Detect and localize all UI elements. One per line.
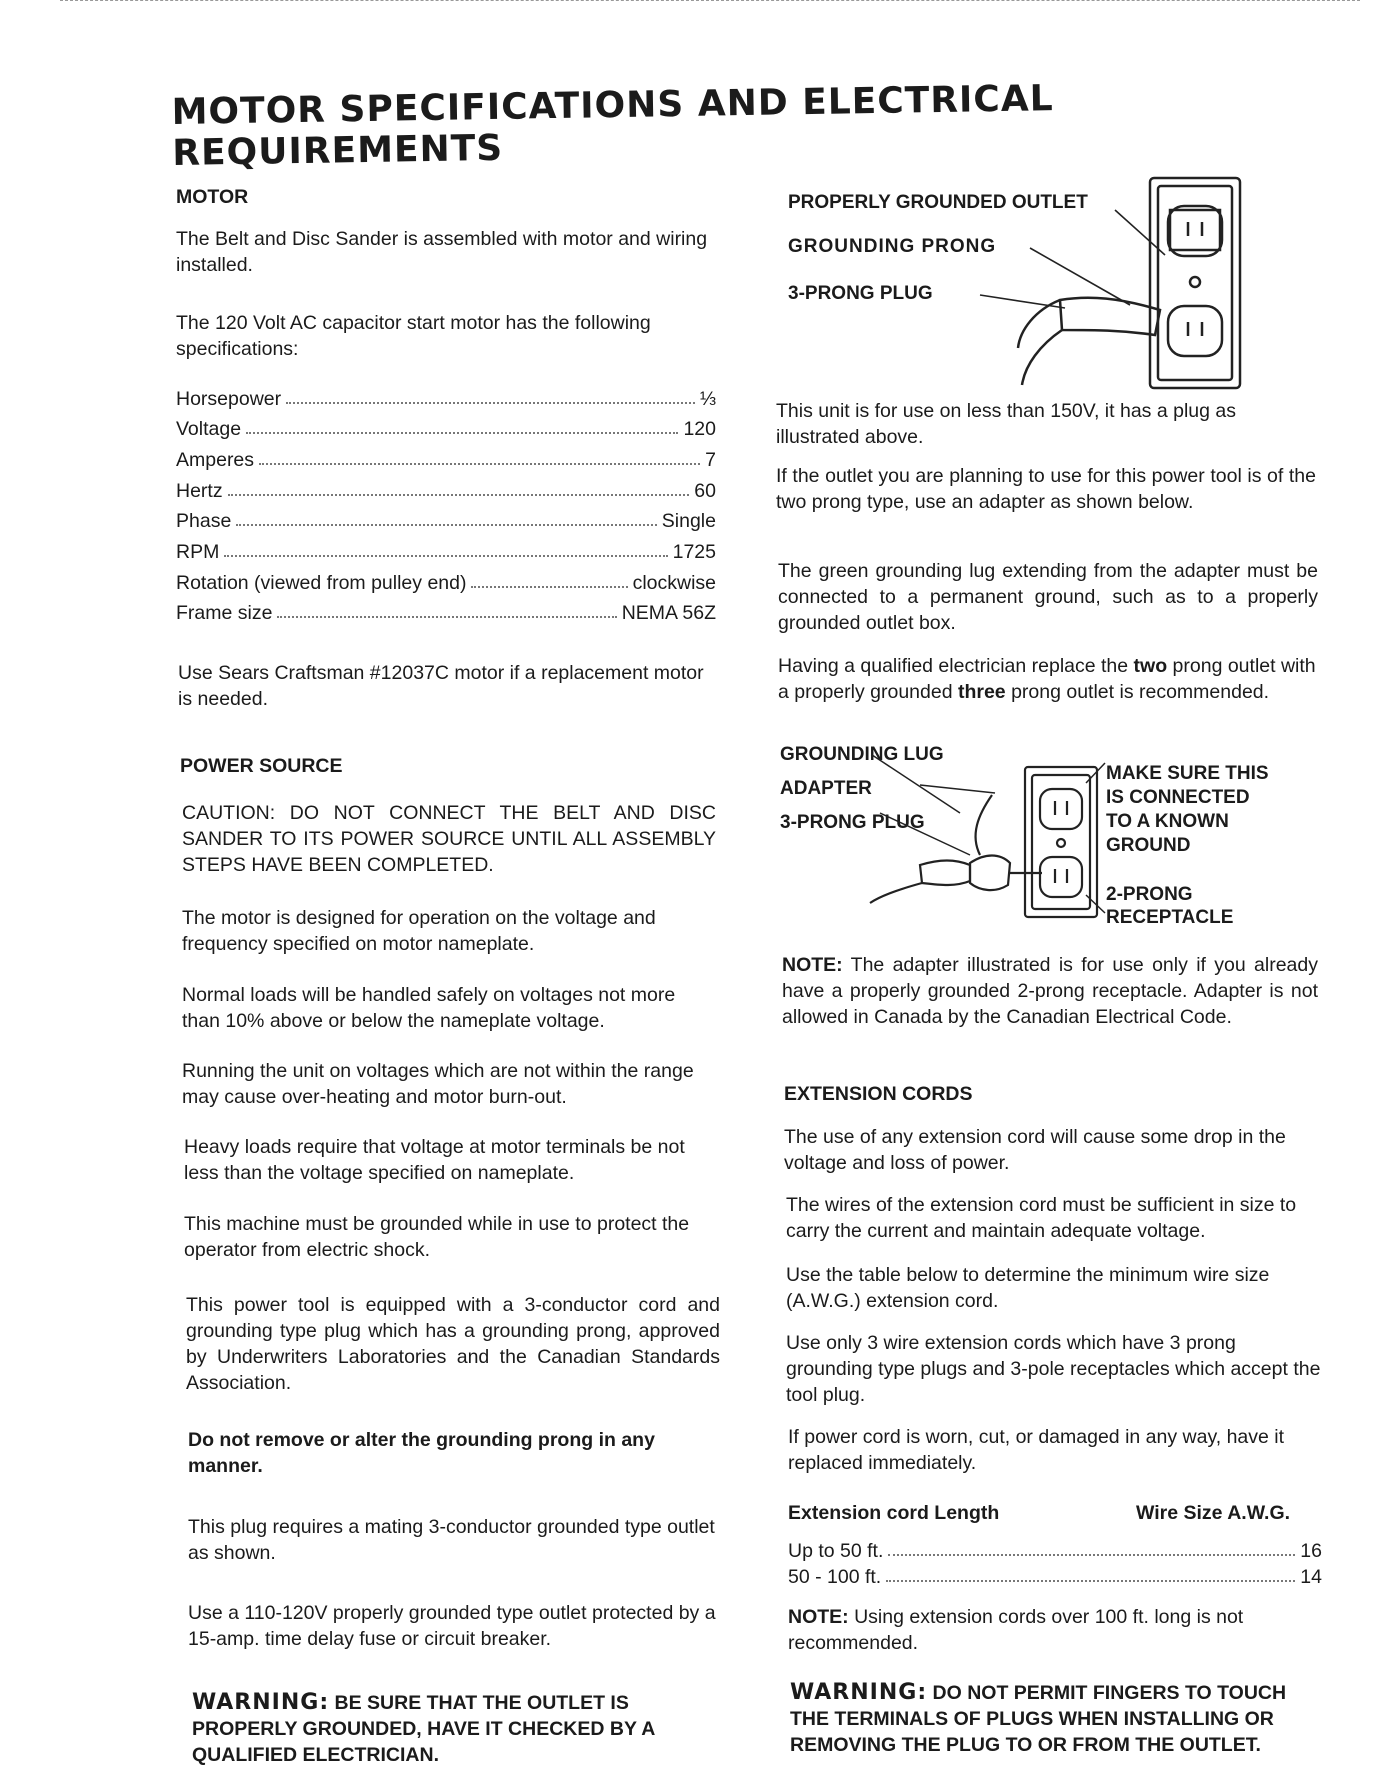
voltage-range-note: Running the unit on voltages which are not within the range may cause over-heating and motor burn-out. [182, 1060, 694, 1108]
two-prong-note: If the outlet you are planning to use for this power tool is of the two prong type, use an adapter as shown below. [776, 465, 1316, 513]
power-source-heading: POWER SOURCE [180, 755, 343, 777]
fig2-label-2prong: 2-PRONG [1106, 884, 1193, 905]
fig1-label-outlet: PROPERLY GROUNDED OUTLET [788, 192, 1088, 213]
fig2-label-lug: GROUNDING LUG [780, 744, 944, 765]
spec-row-rpm: RPM 1725 [176, 541, 716, 563]
heavy-loads-note: Heavy loads require that voltage at motor terminals be not less than the voltage specified on nameplate. [184, 1136, 685, 1184]
grounding-prong-warning: Do not remove or alter the grounding prong in any manner. [188, 1429, 655, 1477]
left-warning [192, 1690, 726, 1768]
page-title: MOTOR SPECIFICATIONS AND ELECTRICAL REQUIREMENTS [171, 78, 1054, 174]
table-instructions: Use the table below to determine the minimum wire size (A.W.G.) extension cord. [786, 1264, 1270, 1312]
right-warning-text: DO NOT PERMIT FINGERS TO TOUCH THE TERMINALS OF PLUGS WHEN INSTALLING OR REMOVING THE PLUG TO OR FROM THE OUTLET. [790, 1682, 1287, 1756]
grounding-note: This machine must be grounded while in use to protect the operator from electric shock. [184, 1213, 690, 1261]
motor-heading: MOTOR [176, 186, 249, 208]
table-row: Up to 50 ft. 16 [788, 1540, 1322, 1562]
fig2-label-ground: GROUND [1106, 835, 1191, 856]
adapter-note: NOTE: The adapter illustrated is for use only if you already have a properly grounded 2-prong receptacle. Adapter is not allowed in Canada by the Canadian Electrical Code. [782, 954, 1318, 1028]
wire-size-note: The wires of the extension cord must be sufficient in size to carry the current and maintain adequate voltage. [786, 1194, 1297, 1242]
table-row: 50 - 100 ft. 14 [788, 1566, 1322, 1588]
fig2-label-make-sure: MAKE SURE THIS [1106, 763, 1269, 784]
left-warning-text: BE SURE THAT THE OUTLET IS PROPERLY GROUNDED, HAVE IT CHECKED BY A QUALIFIED ELECTRICIAN. [192, 1692, 655, 1766]
fuse-note: Use a 110-120V properly grounded type outlet protected by a 15-amp. time delay fuse or circuit breaker. [188, 1602, 716, 1650]
fig1-label-prong: GROUNDING PRONG [788, 236, 997, 257]
fig2-label-known: TO A KNOWN [1106, 811, 1229, 832]
adapter-diagram [860, 755, 1110, 925]
extension-cords-heading: EXTENSION CORDS [784, 1083, 973, 1105]
spec-row-rotation: Rotation (viewed from pulley end) clockwise [176, 572, 716, 594]
fig2-label-connected: IS CONNECTED [1106, 787, 1250, 808]
normal-loads-note: Normal loads will be handled safely on voltages not more than 10% above or below the nameplate voltage. [182, 984, 676, 1032]
electrician-note: Having a qualified electrician replace the two prong outlet with a properly grounded three prong outlet is recommended. [778, 655, 1316, 703]
fig2-label-plug: 3-PRONG PLUG [780, 812, 925, 833]
table-header-size: Wire Size A.W.G. [1136, 1502, 1291, 1524]
long-cord-note: NOTE: Using extension cords over 100 ft. long is not recommended. [788, 1606, 1244, 1654]
motor-voltage-note: The motor is designed for operation on the voltage and frequency specified on motor nameplate. [182, 907, 656, 955]
damaged-cord-note: If power cord is worn, cut, or damaged in any way, have it replaced immediately. [788, 1426, 1285, 1474]
fig1-label-plug: 3-PRONG PLUG [788, 283, 933, 304]
mating-outlet-note: This plug requires a mating 3-conductor grounded type outlet as shown. [188, 1516, 715, 1564]
grounding-lug-note: The green grounding lug extending from the adapter must be connected to a permanent ground, such as to a properly grounded outlet box. [778, 560, 1318, 634]
fig2-label-adapter: ADAPTER [780, 778, 872, 799]
voltage-drop-note: The use of any extension cord will cause some drop in the voltage and loss of power. [784, 1126, 1286, 1174]
three-wire-note: Use only 3 wire extension cords which have 3 prong grounding type plugs and 3-pole receptacles which accept the tool plug. [786, 1332, 1321, 1406]
motor-intro: The Belt and Disc Sander is assembled with motor and wiring installed. [176, 228, 708, 276]
table-header-length: Extension cord Length [788, 1502, 1000, 1524]
cord-plug-note: This power tool is equipped with a 3-conductor cord and grounding type plug which has a grounding prong, approved by Underwriters Laboratories and the Canadian Standards Association. [186, 1294, 720, 1394]
spec-row-amperes: Amperes 7 [176, 449, 716, 471]
spec-row-hertz: Hertz 60 [176, 480, 716, 502]
fig2-label-receptacle: RECEPTACLE [1106, 907, 1234, 928]
left-warning-label: WARNING: [192, 1690, 330, 1715]
spec-row-voltage: Voltage 120 [176, 418, 716, 440]
caution-text: CAUTION: DO NOT CONNECT THE BELT AND DISC SANDER TO ITS POWER SOURCE UNTIL ALL ASSEMBLY STEPS HAVE BEEN COMPLETED. [182, 802, 716, 876]
unit-voltage-note: This unit is for use on less than 150V, it has a plug as illustrated above. [776, 400, 1236, 448]
spec-row-phase: Phase Single [176, 510, 716, 532]
scan-top-line [60, 0, 1360, 3]
right-warning [790, 1680, 1326, 1758]
replacement-motor-note: Use Sears Craftsman #12037C motor if a replacement motor is needed. [178, 662, 704, 710]
spec-row-horsepower: Horsepower ⅓ [176, 388, 716, 410]
right-warning-label: WARNING: [790, 1680, 928, 1705]
spec-row-frame-size: Frame size NEMA 56Z [176, 602, 716, 624]
motor-specs-intro: The 120 Volt AC capacitor start motor has the following specifications: [176, 312, 651, 360]
fig1-leader-lines [950, 200, 1170, 330]
